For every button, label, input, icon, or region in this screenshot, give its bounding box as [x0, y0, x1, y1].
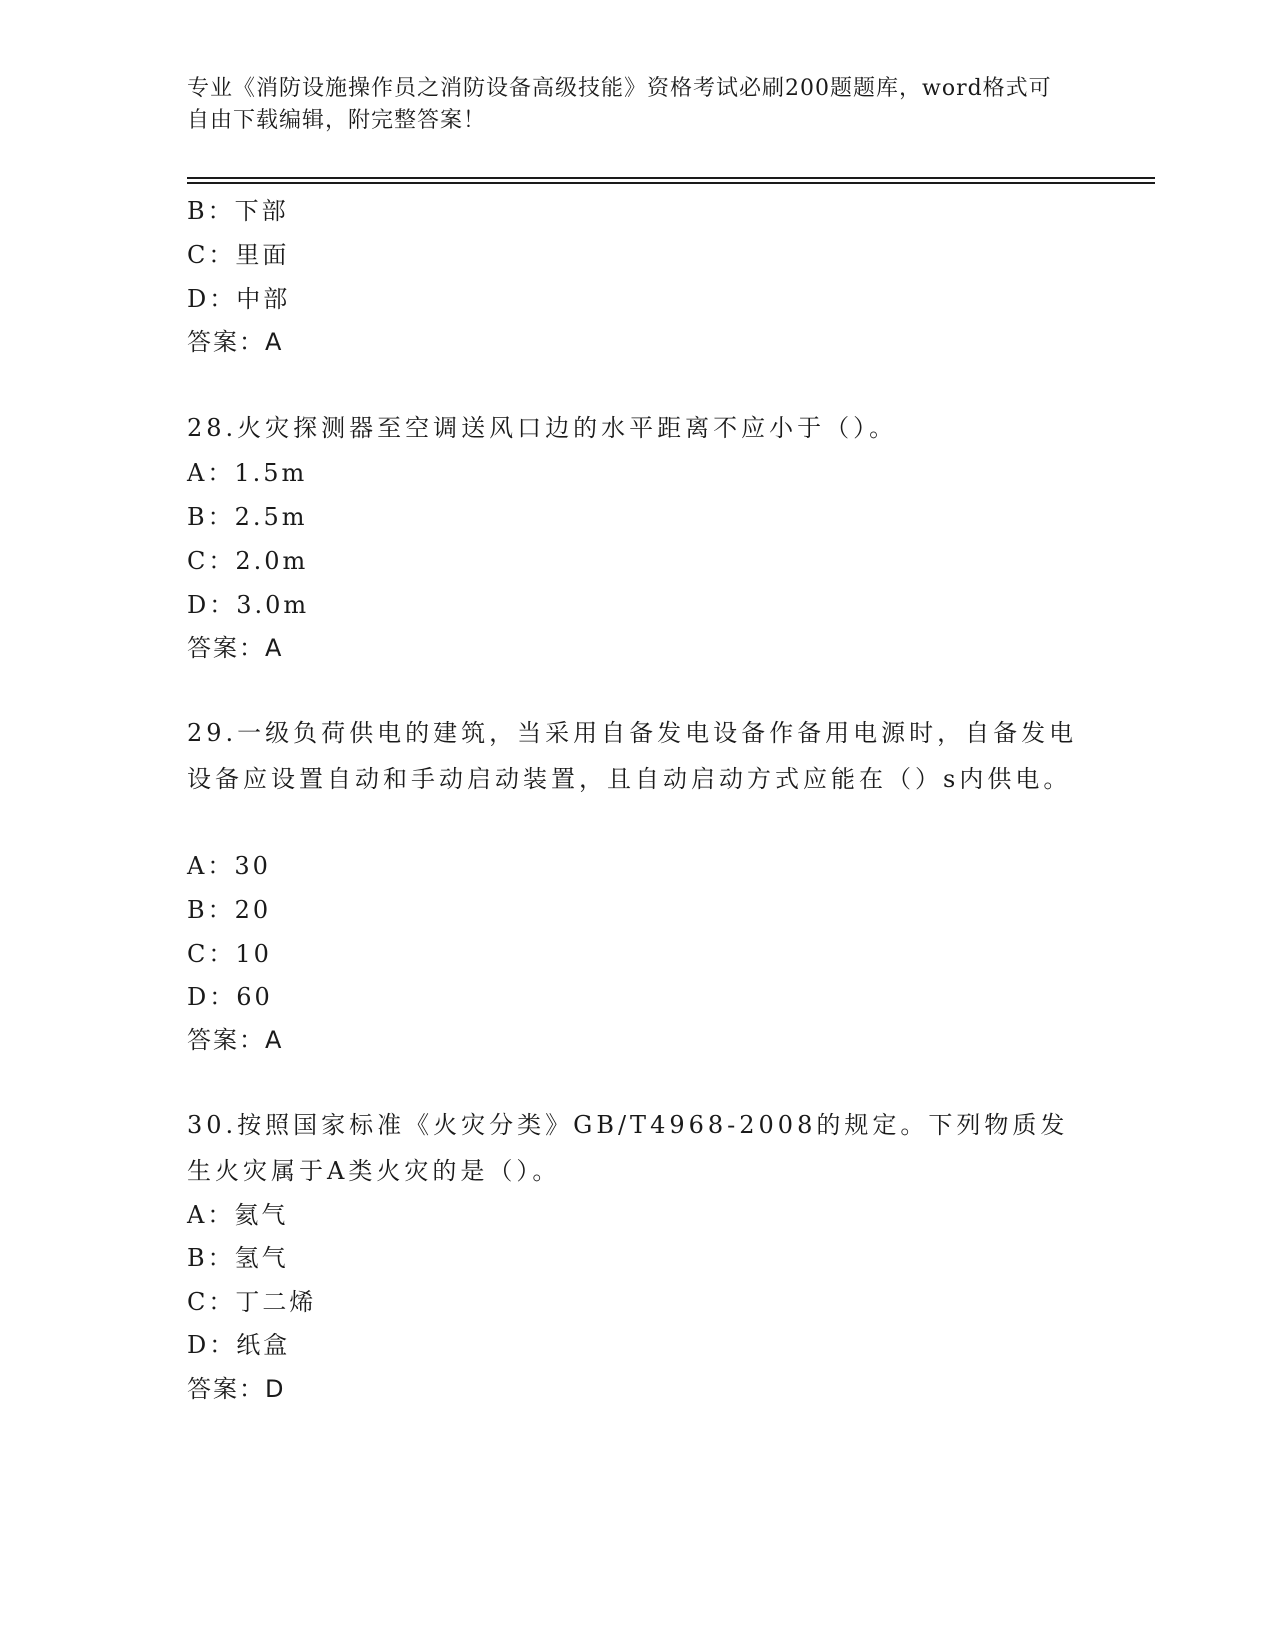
q28-answer: 答案：A	[187, 634, 284, 662]
q30-answer: 答案：D	[187, 1375, 286, 1403]
q29-option-d: D：60	[187, 983, 273, 1011]
option-b: B：下部	[187, 197, 289, 225]
header-divider-bottom	[187, 182, 1155, 184]
question-30-text: 30.按照国家标准《火灾分类》GB/T4968-2008的规定。下列物质发生火灾属于A类火灾的是（）。	[187, 1111, 1069, 1185]
q29-option-b: B：20	[187, 896, 272, 924]
header-divider-top	[187, 177, 1155, 179]
document-header: 专业《消防设施操作员之消防设备高级技能》资格考试必刷200题题库，word格式可自由下载编辑，附完整答案！	[187, 76, 1052, 133]
question-29-text: 29.一级负荷供电的建筑，当采用自备发电设备作备用电源时，自备发电设备应设置自动和手动启动装置，且自动启动方式应能在（）s内供电。	[187, 719, 1078, 793]
q28-option-b: B：2.5m	[187, 503, 308, 531]
answer-line: 答案：A	[187, 328, 284, 356]
q29-answer: 答案：A	[187, 1026, 284, 1054]
q30-option-c: C：丁二烯	[187, 1288, 317, 1316]
q29-option-c: C：10	[187, 940, 272, 968]
option-d: D：中部	[187, 285, 291, 313]
option-c: C：里面	[187, 241, 290, 269]
q30-option-d: D：纸盒	[187, 1331, 291, 1359]
q30-option-a: A：氦气	[187, 1201, 289, 1229]
question-28-text: 28.火灾探测器至空调送风口边的水平距离不应小于（）。	[187, 414, 898, 442]
q28-option-d: D：3.0m	[187, 591, 310, 619]
q29-option-a: A：30	[187, 852, 271, 880]
q28-option-c: C：2.0m	[187, 547, 309, 575]
q28-option-a: A：1.5m	[187, 459, 308, 487]
q30-option-b: B：氢气	[187, 1244, 289, 1272]
